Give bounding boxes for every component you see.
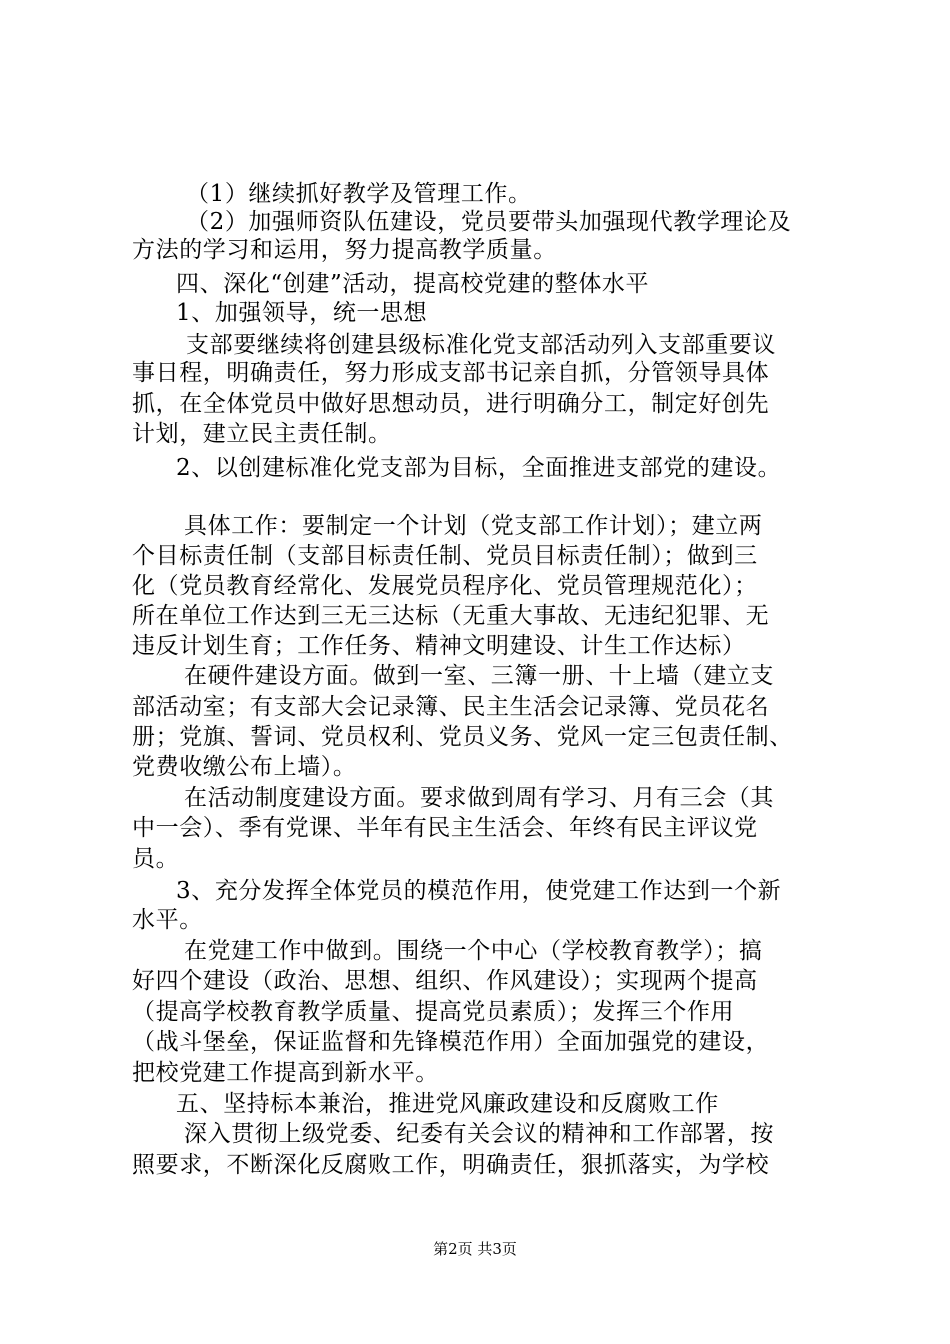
body-line: 好四个建设（政治、思想、组织、作风建设）；实现两个提高 [132, 968, 758, 994]
body-line: 事日程，明确责任，努力形成支部书记亲自抓，分管领导具体 [132, 360, 770, 386]
body-line: 化（党员教育经常化、发展党员程序化、党员管理规范化）； [132, 573, 758, 599]
body-line: 在硬件建设方面。做到一室、三簿一册、十上墙（建立支 [184, 663, 774, 689]
section-heading: 五、坚持标本兼治，推进党风廉政建设和反腐败工作 [176, 1091, 719, 1117]
body-line: 部活动室；有支部大会记录簿、民主生活会记录簿、党员花名 [132, 694, 770, 720]
page-number-footer: 第2页 共3页 [433, 1240, 517, 1258]
subsection-heading: 2、以创建标准化党支部为目标，全面推进支部党的建设。 [176, 455, 782, 481]
body-line: 水平。 [132, 907, 203, 933]
body-line: （战斗堡垒，保证监督和先锋模范作用）全面加强党的建设， [132, 1029, 770, 1055]
body-line: 个目标责任制（支部目标责任制、党员目标责任制）；做到三 [132, 543, 758, 569]
body-line: 违反计划生育；工作任务、精神文明建设、计生工作达标） [132, 633, 746, 659]
subsection-heading: 1、加强领导，统一思想 [176, 300, 428, 326]
body-line: 照要求，不断深化反腐败工作，明确责任，狠抓落实，为学校 [132, 1152, 770, 1178]
body-line: 党费收缴公布上墙）。 [132, 754, 357, 780]
body-line: 深入贯彻上级党委、纪委有关会议的精神和工作部署，按 [184, 1121, 774, 1147]
body-line: 册；党旗、誓词、党员权利、党员义务、党风一定三包责任制、 [132, 724, 793, 750]
body-line: 在活动制度建设方面。要求做到周有学习、月有三会（其 [184, 785, 774, 811]
body-line: 把校党建工作提高到新水平。 [132, 1060, 439, 1086]
body-line: 中一会）、季有党课、半年有民主生活会、年终有民主评议党 [132, 815, 758, 841]
section-heading: 四、深化“创建”活动，提高校党建的整体水平 [176, 271, 650, 297]
body-line: 支部要继续将创建县级标准化党支部活动列入支部重要议 [186, 332, 776, 358]
body-line: 方法的学习和运用，努力提高教学质量。 [132, 237, 557, 263]
body-line: （提高学校教育教学质量、提高党员素质）；发挥三个作用 [132, 999, 735, 1025]
body-line: 具体工作：要制定一个计划（党支部工作计划）；建立两 [184, 513, 763, 539]
subsection-heading: 3、充分发挥全体党员的模范作用，使党建工作达到一个新 [176, 878, 782, 904]
body-line: （2）加强师资队伍建设，党员要带头加强现代教学理论及 [186, 209, 792, 235]
body-line: （1）继续抓好教学及管理工作。 [186, 181, 532, 207]
body-line: 员。 [132, 846, 180, 872]
body-line: 抓，在全体党员中做好思想动员，进行明确分工，制定好创先 [132, 391, 770, 417]
body-line: 计划，建立民主责任制。 [132, 421, 392, 447]
body-line: 在党建工作中做到。围绕一个中心（学校教育教学）；搞 [184, 938, 763, 964]
body-line: 所在单位工作达到三无三达标（无重大事故、无违纪犯罪、无 [132, 603, 770, 629]
